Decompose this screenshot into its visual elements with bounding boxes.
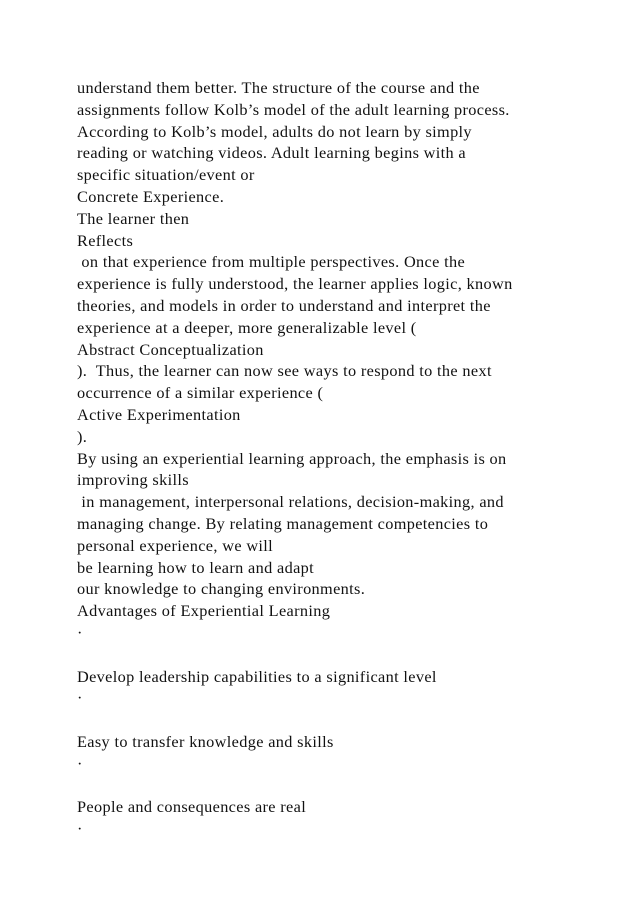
- text-line: Concrete Experience.: [77, 186, 225, 206]
- blank-line: [77, 709, 622, 731]
- text-line: According to Kolb’s model, adults do not learn by simply: [77, 121, 472, 141]
- text-line: reading or watching videos. Adult learning begins with a: [77, 143, 467, 163]
- blank-line: [77, 775, 622, 797]
- advantage-item: People and consequences are real: [77, 797, 307, 817]
- bullet-marker: ·: [77, 622, 83, 642]
- text-line: Reflects: [77, 230, 134, 250]
- text-line: theories, and models in order to understand and interpret the: [77, 295, 491, 315]
- text-line: ). Thus, the learner can now see ways to respond to the next: [77, 361, 492, 381]
- text-line: on that experience from multiple perspectives. Once the: [77, 252, 466, 272]
- document-body: [77, 77, 622, 840]
- text-line: be learning how to learn and adapt: [77, 557, 315, 577]
- advantage-item: Easy to transfer knowledge and skills: [77, 731, 334, 751]
- text-line: improving skills: [77, 470, 189, 490]
- text-line: By using an experiential learning approach, the emphasis is on: [77, 448, 507, 468]
- text-line: personal experience, we will: [77, 535, 274, 555]
- bullet-marker: ·: [77, 819, 83, 839]
- text-line: our knowledge to changing environments.: [77, 579, 366, 599]
- blank-line: [77, 644, 622, 666]
- bullet-marker: ·: [77, 688, 83, 708]
- text-line: ).: [77, 426, 88, 446]
- advantage-item: Develop leadership capabilities to a significant level: [77, 666, 437, 686]
- text-line: assignments follow Kolb’s model of the adult learning process.: [77, 99, 510, 119]
- text-line: specific situation/event or: [77, 165, 255, 185]
- text-line: in management, interpersonal relations, decision-making, and: [77, 492, 504, 512]
- text-line: Active Experimentation: [77, 404, 241, 424]
- section-heading: Advantages of Experiential Learning: [77, 601, 331, 621]
- text-line: occurrence of a similar experience (: [77, 383, 324, 403]
- text-line: Abstract Conceptualization: [77, 339, 264, 359]
- text-line: understand them better. The structure of the course and the: [77, 78, 480, 97]
- text-line: managing change. By relating management competencies to: [77, 513, 489, 533]
- bullet-marker: ·: [77, 753, 83, 773]
- text-line: experience is fully understood, the learner applies logic, known: [77, 274, 513, 294]
- text-line: experience at a deeper, more generalizable level (: [77, 317, 417, 337]
- text-line: The learner then: [77, 208, 190, 228]
